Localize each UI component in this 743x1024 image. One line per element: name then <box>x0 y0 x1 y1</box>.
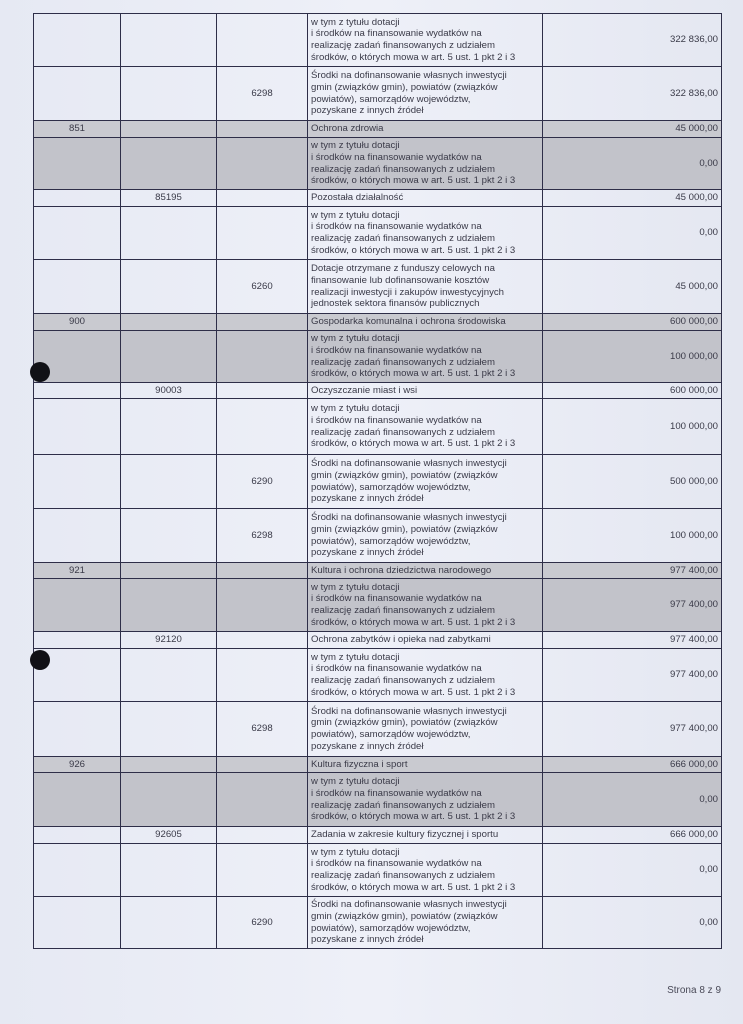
paragraf-cell <box>217 121 308 138</box>
description-text: Kultura fizyczna i sport <box>311 758 408 770</box>
rozdzial-cell <box>121 14 217 67</box>
rozdzial-cell <box>121 579 217 632</box>
rozdzial-cell <box>121 190 217 207</box>
dzial-cell <box>34 67 121 121</box>
paragraf-text: 6298 <box>251 723 273 735</box>
description-cell <box>308 632 543 649</box>
description-text: w tym z tytułu dotacji i środków na finansowanie wydatków na realizację zadań finansowanych z udziałem środków, o których mowa w art. 5 ust. 1 pkt 2 i 3 <box>311 846 516 893</box>
amount-text: 0,00 <box>699 916 718 928</box>
paragraf-cell <box>217 702 308 757</box>
description-cell <box>308 67 543 121</box>
dzial-cell <box>34 563 121 579</box>
dzial-text: 900 <box>68 316 85 328</box>
description-cell <box>308 702 543 757</box>
description-text: w tym z tytułu dotacji i środków na finansowanie wydatków na realizację zadań finansowanych z udziałem środków, o których mowa w art. 5 ust. 1 pkt 2 i 3 <box>311 403 516 450</box>
rozdzial-cell <box>121 702 217 757</box>
dzial-cell <box>34 399 121 455</box>
paragraf-cell <box>217 897 308 949</box>
dzial-cell <box>34 897 121 949</box>
chapter-row <box>34 383 722 399</box>
description-text: Środki na dofinansowanie własnych inwestycji gmin (związków gmin), powiatów (związków powiatów), samorządów województw, pozyskane z innych źródeł <box>311 512 507 559</box>
dzial-text: 851 <box>68 123 85 135</box>
paragraf-cell <box>217 331 308 383</box>
chapter-row <box>34 827 722 844</box>
amount-text: 0,00 <box>699 157 718 169</box>
table-row <box>34 455 722 509</box>
description-text: w tym z tytułu dotacji i środków na finansowanie wydatków na realizację zadań finansowanych z udziałem środków, o których mowa w art. 5 ust. 1 pkt 2 i 3 <box>311 776 516 823</box>
table-row <box>34 897 722 949</box>
amount-cell <box>543 897 722 949</box>
description-text: w tym z tytułu dotacji i środków na finansowanie wydatków na realizację zadań finansowanych z udziałem środków, o których mowa w art. 5 ust. 1 pkt 2 i 3 <box>311 209 516 256</box>
amount-cell <box>543 207 722 260</box>
description-cell <box>308 399 543 455</box>
rozdzial-cell <box>121 844 217 897</box>
paragraf-text: 6260 <box>251 280 273 292</box>
amount-cell <box>543 827 722 844</box>
paragraf-cell <box>217 207 308 260</box>
description-text: Środki na dofinansowanie własnych inwestycji gmin (związków gmin), powiatów (związków powiatów), samorządów województw, pozyskane z innych źródeł <box>311 705 507 752</box>
amount-cell <box>543 702 722 757</box>
table-row <box>34 331 722 383</box>
table-row <box>34 138 722 190</box>
amount-cell <box>543 509 722 563</box>
amount-cell <box>543 67 722 121</box>
dzial-cell <box>34 121 121 138</box>
description-text: Dotacje otrzymane z funduszy celowych na finansowanie lub dofinansowanie kosztów realizacji inwestycji i zakupów inwestycyjnych jednostek sektora finansów publicznych <box>311 263 505 310</box>
amount-text: 0,00 <box>699 864 718 876</box>
amount-text: 45 000,00 <box>675 192 718 204</box>
amount-cell <box>543 331 722 383</box>
dzial-cell <box>34 827 121 844</box>
amount-text: 0,00 <box>699 227 718 239</box>
description-text: Środki na dofinansowanie własnych inwestycji gmin (związków gmin), powiatów (związków powiatów), samorządów województw, pozyskane z innych źródeł <box>311 899 507 946</box>
paragraf-cell <box>217 827 308 844</box>
description-cell <box>308 121 543 138</box>
description-text: Oczyszczanie miast i wsi <box>311 384 418 396</box>
description-cell <box>308 260 543 314</box>
paragraf-text: 6298 <box>251 87 273 99</box>
amount-text: 977 400,00 <box>669 723 718 735</box>
dzial-cell <box>34 260 121 314</box>
description-text: Gospodarka komunalna i ochrona środowiska <box>311 316 506 328</box>
rozdzial-cell <box>121 399 217 455</box>
description-cell <box>308 14 543 67</box>
paragraf-cell <box>217 399 308 455</box>
amount-cell <box>543 190 722 207</box>
rozdzial-cell <box>121 563 217 579</box>
dzial-cell <box>34 207 121 260</box>
paragraf-cell <box>217 563 308 579</box>
paragraf-text: 6298 <box>251 529 273 541</box>
dzial-cell <box>34 314 121 331</box>
rozdzial-text: 92605 <box>155 829 182 841</box>
dzial-cell <box>34 844 121 897</box>
description-cell <box>308 455 543 509</box>
amount-cell <box>543 314 722 331</box>
amount-text: 977 400,00 <box>669 634 718 646</box>
rozdzial-text: 90003 <box>155 384 182 396</box>
description-cell <box>308 773 543 827</box>
table-row <box>34 260 722 314</box>
paragraf-cell <box>217 14 308 67</box>
dzial-cell <box>34 773 121 827</box>
dzial-cell <box>34 455 121 509</box>
amount-text: 666 000,00 <box>669 829 718 841</box>
description-cell <box>308 383 543 399</box>
rozdzial-cell <box>121 455 217 509</box>
amount-cell <box>543 14 722 67</box>
dzial-text: 926 <box>68 758 85 770</box>
paragraf-text: 6290 <box>251 475 273 487</box>
rozdzial-cell <box>121 138 217 190</box>
description-cell <box>308 649 543 702</box>
amount-cell <box>543 649 722 702</box>
paragraf-cell <box>217 844 308 897</box>
amount-text: 977 400,00 <box>669 669 718 681</box>
description-text: w tym z tytułu dotacji i środków na finansowanie wydatków na realizację zadań finansowanych z udziałem środków, o których mowa w art. 5 ust. 1 pkt 2 i 3 <box>311 651 516 698</box>
paragraf-cell <box>217 314 308 331</box>
paragraf-cell <box>217 67 308 121</box>
department-row <box>34 757 722 773</box>
table-row <box>34 773 722 827</box>
amount-cell <box>543 121 722 138</box>
rozdzial-cell <box>121 757 217 773</box>
table-row <box>34 399 722 455</box>
description-text: w tym z tytułu dotacji i środków na finansowanie wydatków na realizację zadań finansowanych z udziałem środków, o których mowa w art. 5 ust. 1 pkt 2 i 3 <box>311 140 516 187</box>
description-cell <box>308 844 543 897</box>
paragraf-cell <box>217 579 308 632</box>
department-row <box>34 314 722 331</box>
description-text: Środki na dofinansowanie własnych inwestycji gmin (związków gmin), powiatów (związków powiatów), samorządów województw, pozyskane z innych źródeł <box>311 458 507 505</box>
paragraf-cell <box>217 773 308 827</box>
table-row <box>34 14 722 67</box>
dzial-cell <box>34 632 121 649</box>
amount-text: 0,00 <box>699 793 718 805</box>
amount-text: 600 000,00 <box>669 384 718 396</box>
amount-cell <box>543 138 722 190</box>
amount-cell <box>543 844 722 897</box>
rozdzial-cell <box>121 207 217 260</box>
amount-cell <box>543 383 722 399</box>
rozdzial-cell <box>121 121 217 138</box>
description-cell <box>308 190 543 207</box>
description-cell <box>308 827 543 844</box>
rozdzial-cell <box>121 773 217 827</box>
amount-text: 100 000,00 <box>669 420 718 432</box>
amount-text: 977 400,00 <box>669 564 718 576</box>
description-text: Środki na dofinansowanie własnych inwestycji gmin (związków gmin), powiatów (związków powiatów), samorządów województw, pozyskane z innych źródeł <box>311 70 507 117</box>
punch-hole-mark <box>30 650 50 670</box>
rozdzial-cell <box>121 509 217 563</box>
description-cell <box>308 897 543 949</box>
rozdzial-text: 92120 <box>155 634 182 646</box>
dzial-cell <box>34 702 121 757</box>
dzial-cell <box>34 138 121 190</box>
rozdzial-cell <box>121 649 217 702</box>
dzial-cell <box>34 757 121 773</box>
description-text: w tym z tytułu dotacji i środków na finansowanie wydatków na realizację zadań finansowanych z udziałem środków, o których mowa w art. 5 ust. 1 pkt 2 i 3 <box>311 581 516 628</box>
amount-text: 322 836,00 <box>669 34 718 46</box>
description-cell <box>308 207 543 260</box>
rozdzial-cell <box>121 632 217 649</box>
amount-text: 977 400,00 <box>669 599 718 611</box>
amount-text: 45 000,00 <box>675 280 718 292</box>
table-row <box>34 579 722 632</box>
dzial-cell <box>34 383 121 399</box>
table-row <box>34 67 722 121</box>
amount-text: 322 836,00 <box>669 87 718 99</box>
description-cell <box>308 509 543 563</box>
description-text: Kultura i ochrona dziedzictwa narodowego <box>311 564 492 576</box>
rozdzial-cell <box>121 260 217 314</box>
rozdzial-cell <box>121 383 217 399</box>
description-text: Ochrona zdrowia <box>311 123 384 135</box>
paragraf-cell <box>217 138 308 190</box>
table-row <box>34 509 722 563</box>
chapter-row <box>34 632 722 649</box>
description-cell <box>308 138 543 190</box>
paragraf-cell <box>217 190 308 207</box>
amount-cell <box>543 563 722 579</box>
rozdzial-cell <box>121 314 217 331</box>
amount-cell <box>543 455 722 509</box>
dzial-text: 921 <box>68 564 85 576</box>
amount-text: 500 000,00 <box>669 475 718 487</box>
table-row <box>34 702 722 757</box>
paragraf-cell <box>217 455 308 509</box>
dzial-cell <box>34 579 121 632</box>
paragraf-cell <box>217 383 308 399</box>
paragraf-cell <box>217 509 308 563</box>
department-row <box>34 121 722 138</box>
description-cell <box>308 331 543 383</box>
amount-cell <box>543 399 722 455</box>
amount-text: 100 000,00 <box>669 350 718 362</box>
budget-table <box>33 13 722 949</box>
description-text: w tym z tytułu dotacji i środków na finansowanie wydatków na realizację zadań finansowanych z udziałem środków, o których mowa w art. 5 ust. 1 pkt 2 i 3 <box>311 333 516 380</box>
amount-cell <box>543 579 722 632</box>
amount-text: 100 000,00 <box>669 529 718 541</box>
dzial-cell <box>34 190 121 207</box>
description-cell <box>308 563 543 579</box>
amount-cell <box>543 632 722 649</box>
description-text: Zadania w zakresie kultury fizycznej i sportu <box>311 829 499 841</box>
paragraf-text: 6290 <box>251 916 273 928</box>
amount-text: 600 000,00 <box>669 316 718 328</box>
description-cell <box>308 757 543 773</box>
table-row <box>34 207 722 260</box>
description-text: Ochrona zabytków i opieka nad zabytkami <box>311 634 491 646</box>
punch-hole-mark <box>30 362 50 382</box>
rozdzial-cell <box>121 331 217 383</box>
paragraf-cell <box>217 632 308 649</box>
amount-text: 666 000,00 <box>669 758 718 770</box>
description-cell <box>308 579 543 632</box>
amount-text: 45 000,00 <box>675 123 718 135</box>
table-row <box>34 649 722 702</box>
paragraf-cell <box>217 649 308 702</box>
amount-cell <box>543 260 722 314</box>
description-cell <box>308 314 543 331</box>
rozdzial-cell <box>121 827 217 844</box>
rozdzial-cell <box>121 67 217 121</box>
amount-cell <box>543 757 722 773</box>
department-row <box>34 563 722 579</box>
amount-cell <box>543 773 722 827</box>
rozdzial-text: 85195 <box>155 192 182 204</box>
dzial-cell <box>34 509 121 563</box>
rozdzial-cell <box>121 897 217 949</box>
paragraf-cell <box>217 260 308 314</box>
chapter-row <box>34 190 722 207</box>
table-row <box>34 844 722 897</box>
dzial-cell <box>34 14 121 67</box>
paragraf-cell <box>217 757 308 773</box>
description-text: w tym z tytułu dotacji i środków na finansowanie wydatków na realizację zadań finansowanych z udziałem środków, o których mowa w art. 5 ust. 1 pkt 2 i 3 <box>311 16 516 63</box>
budget-table-body <box>34 14 722 949</box>
page-number: Strona 8 z 9 <box>667 985 721 996</box>
description-text: Pozostała działalność <box>311 192 404 204</box>
